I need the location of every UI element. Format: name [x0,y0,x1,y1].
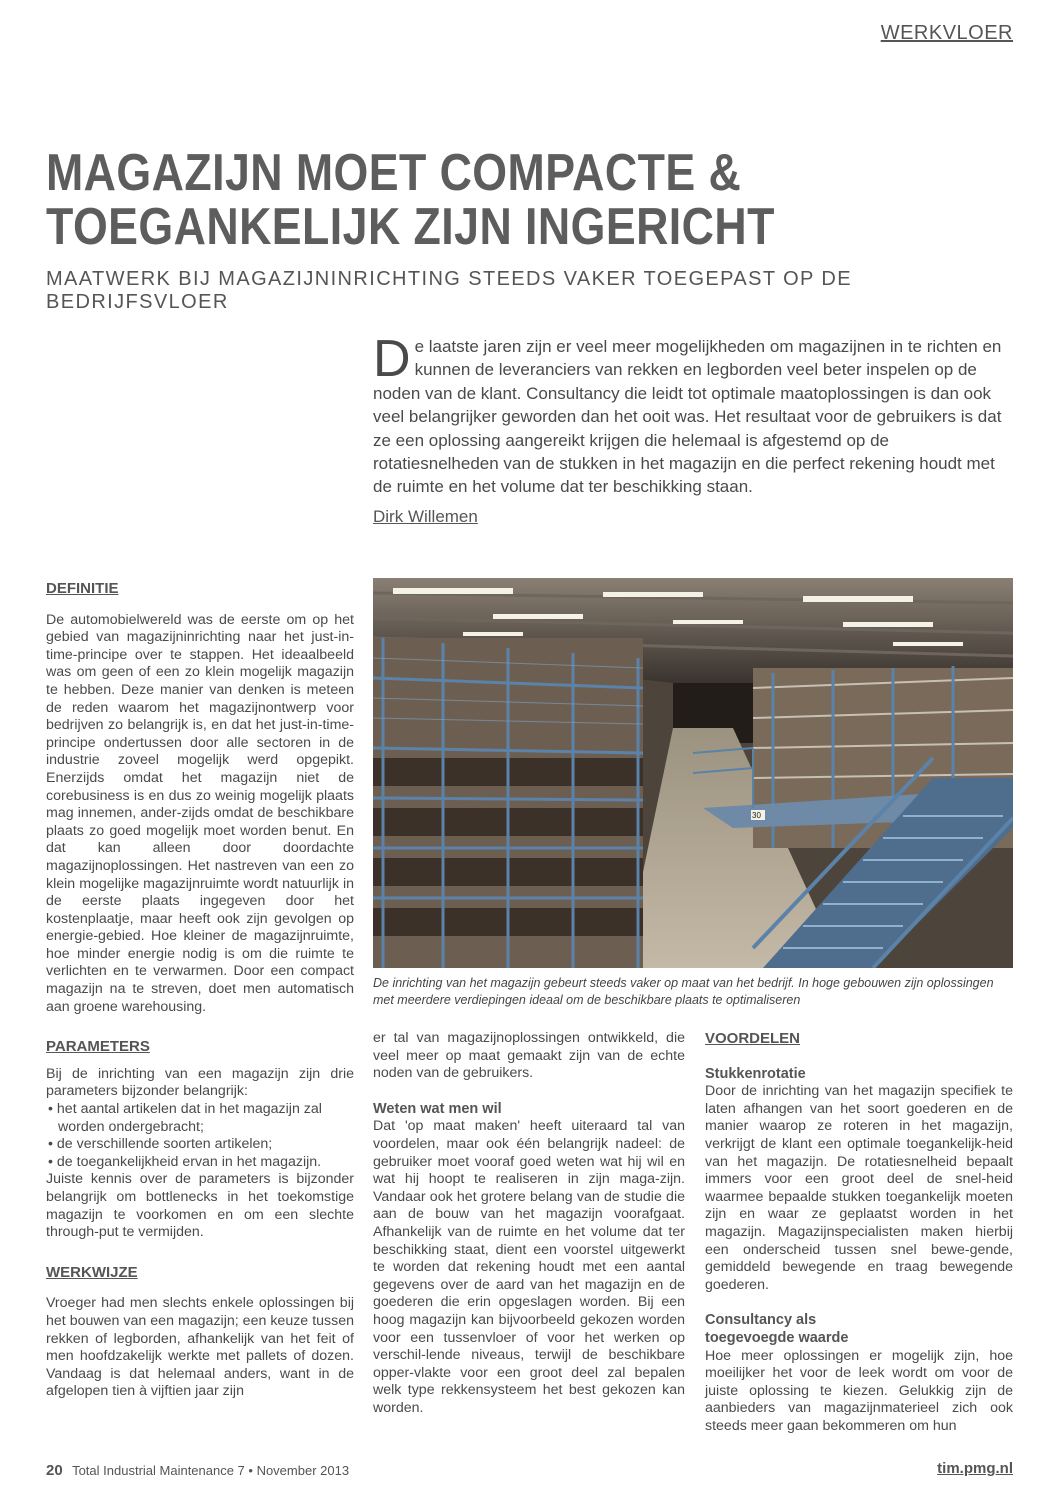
dropcap: D [373,330,411,388]
heading-consultancy [705,1312,1013,1347]
intro-text: er tal van magazijnoplossingen ontwikkeld, die veel meer op maat gemaakt zijn van de echte noden van de gebruikers. [373,1030,685,1082]
heading-voordelen: VOORDELEN [705,1030,801,1047]
title-line-1: MAGAZIJN MOET COMPACTE & [46,144,742,202]
column-2 [373,1030,685,1417]
heading-stukkenrotatie: Stukkenrotatie [705,1065,806,1082]
warehouse-photo [373,578,1013,968]
publication-info: Total Industrial Maintenance 7 • November 2013 [72,1463,350,1478]
weten-text: Dat 'op maat maken' heeft uiteraard tal van voordelen, maar ook één belangrijk nadeel: de gebruiker moet vooraf goed weten wat hij wil en wat hij hoopt te realiseren in zijn maga-zijn. Vandaar ook het grotere belang van de studie die aan de bouw van het magazijn voorafgaat. Afhankelijk van de ruimte en het volume dat ter beschikking staat, dient een voorstel uitgewerkt te worden dat rekening houdt met een aantal gegevens over de aard van het magazijn en de goederen die erin opgeslagen worden. Bij een hoog magazijn kan bijvoorbeeld gekozen worden voor een tussenvloer of voor het werken op verschil-lende niveaus, terwijl de beschikbare opper-vlakte voor een groot deel zal bepalen welk type rekkensysteem het best gekozen kan worden. [373,1118,685,1416]
parameters-outro: Juiste kennis over de parameters is bijzonder belangrijk om bottlenecks in het toekomstige magazijn te voorkomen en om een slechte through-put te vermijden. [46,1171,354,1241]
heading-werkwijze: WERKWIJZE [46,1263,138,1281]
section-tag[interactable]: WERKVLOER [880,22,1013,44]
article-subtitle: MAATWERK BIJ MAGAZIJNINRICHTING STEEDS VAKER TOEGEPAST OP DE BEDRIJFSVLOER [46,268,852,313]
list-item: • de toegankelijkheid ervan in het magazijn. [48,1153,322,1170]
left-racks [373,638,643,968]
heading-definitie: DEFINITIE [46,580,119,597]
heading-consultancy-line-2: toegevoegde waarde [705,1329,849,1346]
column-3 [705,1030,1013,1435]
photo-caption: De inrichting van het magazijn gebeurt steeds vaker op maat van het bedrijf. In hoge gebouwen zijn oplossingen met meerdere verdiepingen ideaal om de beschikbare plaats te optimaliseren [373,976,994,1007]
rack-label: 30 [752,811,761,820]
heading-weten: Weten wat men wil [373,1100,502,1117]
heading-consultancy-line-1: Consultancy als [705,1312,817,1329]
footer-left [46,1462,349,1479]
heading-parameters: PARAMETERS [46,1038,150,1056]
list-item: • de verschillende soorten artikelen; [48,1136,273,1153]
lead-paragraph [373,330,1013,499]
article-title [46,146,872,254]
definitie-text: De automobielwereld was de eerste om op het gebied van magazijninrichting naar het just-in-time-principe over te stappen. Het ideaalbeeld was om geen of een zo klein mogelijk magazijn te hebben. Deze manier van denken is meteen de reden waarom het magazijnontwerp voor bedrijven zo belangrijk is, en dat het just-in-time-principe ondertussen door alle sectoren in de industrie zoveel mogelijk werd opgepikt. Enerzijds omdat het magazijn niet de corebusiness is en dus zo weinig mogelijk plaats mag innemen, ander-zijds omdat de beschikbare plaats zo goed mogelijk moet worden benut. En dat kan alleen door doordachte magazijnoplossingen. Het nastreven van een zo klein mogelijke magazijnruimte wordt natuurlijk in de eerste plaats ingegeven door het kostenplaatje, maar heeft ook zijn gevolgen op energie-gebied. Hoe kleiner de magazijnruimte, hoe minder energie nodig is om die ruimte te verlichten en te verwarmen. Door een compact magazijn na te streven, doet men automatisch aan groene warehousing. [46,611,354,1015]
page-number: 20 [46,1462,63,1479]
lead-text: e laatste jaren zijn er veel meer mogelijkheden om magazijnen in te richten en kunnen de leveranciers van rekken en legborden veel beter inspelen op de noden van de klant. Consultancy die leidt tot optimale maatoplossingen is dan ook veel belangrijker geworden dan het ooit was. Het resultaat voor de gebruikers is dat ze een oplossing aangereikt krijgen die helemaal is afgestemd op de rotatiesnelheden van de stukken in het magazijn en die perfect rekening houdt met de ruimte en het volume dat ter beschikking staan. [373,337,1002,497]
list-item: • het aantal artikelen dat in het magazijn zal worden ondergebracht; [48,1101,322,1135]
author-byline[interactable]: Dirk Willemen [373,507,478,526]
title-line-2: TOEGANKELIJK ZIJN INGERICHT [46,198,775,256]
werkwijze-text: Vroeger had men slechts enkele oplossingen bij het bouwen van een magazijn; een keuze tussen rekken of legborden, afhankelijk van het feit of men hoofdzakelijk werkte met pallets of dozen. Vandaag is dat helemaal anders, want in de afgelopen tien à vijftien jaar zijn [46,1295,354,1400]
parameters-intro: Bij de inrichting van een magazijn zijn drie parameters bijzonder belangrijk: [46,1065,354,1100]
parameters-list [46,1101,354,1171]
site-link[interactable]: tim.pmg.nl [937,1460,1013,1477]
column-1 [46,580,354,1401]
stukken-text: Door de inrichting van het magazijn specifiek te laten afhangen van het soort goederen en de manier waarop ze roteren in het magazijn, verkrijgt de klant een optimale toegankelijk-heid van het magazijn. De rotatiesnelheid bepaalt immers voor een groot deel de snel-heid waarmee bepaalde stukken toegankelijk moeten zijn en waar ze geplaatst worden in het magazijn. Magazijnspecialisten maken hierbij een onderscheid tussen snel bewe-gende, gemiddeld bewegende en traag bewegende goederen. [705,1083,1013,1293]
consultancy-text: Hoe meer oplossingen er mogelijk zijn, hoe moeilijker het voor de leek wordt om voor de juiste oplossing te kiezen. Gelukkig zijn de aanbieders van magazijnmaterieel zich ook steeds meer gaan bekommeren om hun [705,1347,1013,1434]
